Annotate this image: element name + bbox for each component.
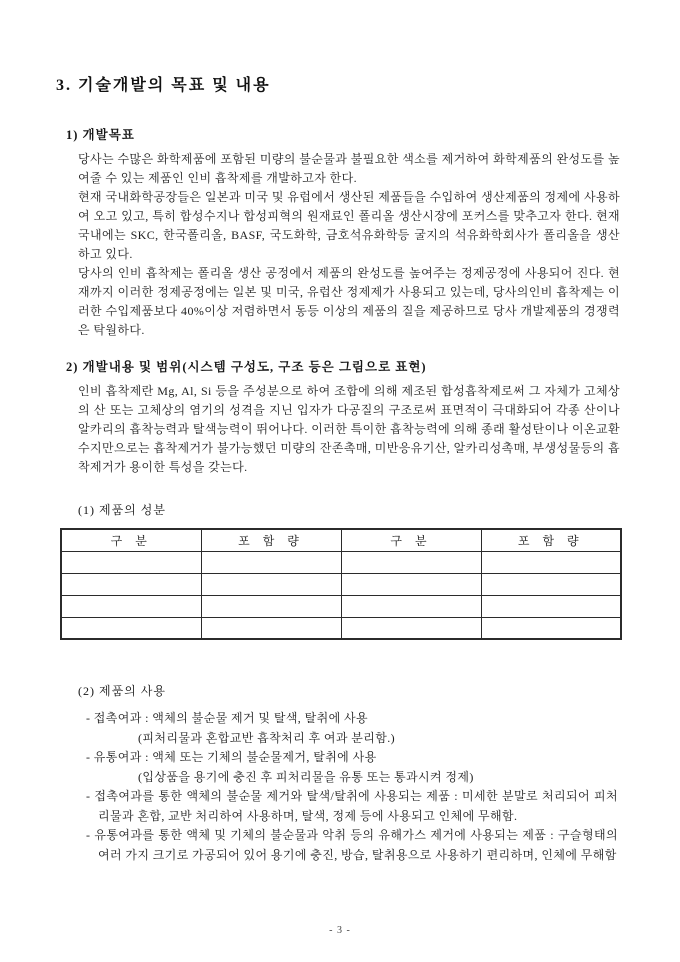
table-cell xyxy=(61,617,201,639)
section-development-content xyxy=(56,357,622,865)
goal-heading: 1) 개발목표 xyxy=(66,128,135,142)
table-cell xyxy=(61,595,201,617)
content-paragraph: 인비 흡착제란 Mg, Al, Si 등을 주성분으로 하여 조합에 의해 제조된 합성흡착제로써 그 자체가 고체상의 산 또는 고체상의 염기의 성격을 지닌 입자가 다공질의 구조로써 표면적이 극대화되어 각종 산이나 알카리의 흡착능력과 탈색능력이 뛰어나다. 이러한 특이한 흡착능력에 의해 종래 활성탄이나 이온교환수지만으로는 흡착제거가 불가능했던 미량의 잔존촉매, 미반응유기산, 알카리성촉매, 부생성물등의 흡착제거가 용이한 특성을 갖는다. xyxy=(78,384,620,474)
table-cell xyxy=(481,573,621,595)
content-heading: 2) 개발내용 및 범위(시스템 구성도, 구조 등은 그림으로 표현) xyxy=(66,360,427,374)
usage-item-contact-filtration-note: (피처리물과 혼합교반 흡착처리 후 여과 분리함.) xyxy=(138,730,396,745)
document-title: 3. 기술개발의 목표 및 내용 xyxy=(56,77,271,94)
goal-paragraph-1: 당사는 수많은 화학제품에 포함된 미량의 불순물과 불필요한 색소를 제거하여 화학제품의 완성도를 높여줄 수 있는 제품인 인비 흡착제를 개발하고자 한다. xyxy=(78,152,620,185)
usage-item-contact-filtration: - 접촉여과 : 액체의 불순물 제거 및 탈색, 탈취에 사용 xyxy=(86,711,368,725)
usage-item-flow-filtration: - 유통여과 : 액체 또는 기체의 불순물제거, 탈취에 사용 xyxy=(86,750,377,764)
table-cell xyxy=(201,551,341,573)
content-body xyxy=(78,382,620,477)
goal-paragraph-3: 당사의 인비 흡착제는 폴리올 생산 공정에서 제품의 완성도를 높여주는 정제공정에 사용되어 진다. 현재까지 이러한 정제공정에는 일본 및 미국, 유럽산 정제제가 사용되고 있는데, 당사의인비 흡착제는 이러한 수입제품보다 40%이상 저렴하면서 동등 이상의 제품의 질을 제공하므로 당사 개발제품의 경쟁력은 탁월하다. xyxy=(78,266,620,337)
table-cell xyxy=(61,551,201,573)
table-cell xyxy=(341,617,481,639)
table-cell xyxy=(201,617,341,639)
composition-table-body xyxy=(61,551,621,639)
table-row xyxy=(61,595,621,617)
table-cell xyxy=(481,595,621,617)
composition-heading: (1) 제품의 성분 xyxy=(78,503,166,517)
table-row xyxy=(61,551,621,573)
table-row xyxy=(61,617,621,639)
table-header-category-1: 구 분 xyxy=(61,529,201,551)
table-cell xyxy=(201,573,341,595)
usage-item-contact-product: - 접촉여과를 통한 액체의 불순물 제거와 탈색/탈취에 사용되는 제품 : 미세한 분말로 처리되어 피처리물과 혼합, 교반 처리하여 사용하며, 탈색, 정제 등에 사용되고 인체에 무해함. xyxy=(86,789,618,823)
table-cell xyxy=(481,617,621,639)
spacer xyxy=(56,340,622,357)
section-development-goal xyxy=(56,125,622,340)
usage-item-flow-product: - 유통여과를 통한 액체 및 기체의 불순물과 악취 등의 유해가스 제거에 사용되는 제품 : 구슬형태의 여러 가지 크기로 가공되어 있어 용기에 충진, 방습, 탈취용으로 사용하기 편리하며, 인체에 무해함 xyxy=(86,828,618,862)
table-header-category-2: 구 분 xyxy=(341,529,481,551)
table-cell xyxy=(341,573,481,595)
table-header-content-1: 포 함 량 xyxy=(201,529,341,551)
table-cell xyxy=(61,573,201,595)
usage-heading: (2) 제품의 사용 xyxy=(78,684,166,698)
usage-item-flow-filtration-note: (입상품을 용기에 충진 후 피처리물을 유통 또는 통과시켜 정제) xyxy=(138,769,474,784)
table-header-row xyxy=(61,529,621,551)
page-number-footer: - 3 - xyxy=(329,925,351,936)
composition-table-head xyxy=(61,529,621,551)
table-header-content-2: 포 함 량 xyxy=(481,529,621,551)
usage-list xyxy=(86,709,618,865)
table-cell xyxy=(341,595,481,617)
table-cell xyxy=(341,551,481,573)
table-cell xyxy=(201,595,341,617)
goal-body xyxy=(78,150,620,340)
composition-table xyxy=(60,528,622,640)
table-cell xyxy=(481,551,621,573)
goal-paragraph-2: 현재 국내화학공장들은 일본과 미국 및 유럽에서 생산된 제품들을 수입하여 생산제품의 정제에 사용하여 오고 있고, 특히 합성수지나 합성피혁의 원재료인 폴리올 생산시장에 포커스를 맞추고자 한다. 현재 국내에는 SKC, 한국폴리올, BASF, 국도화학, 금호석유화학등 굴지의 석유화학회사가 폴리올을 생산하고 있다. xyxy=(78,190,620,261)
table-row xyxy=(61,573,621,595)
